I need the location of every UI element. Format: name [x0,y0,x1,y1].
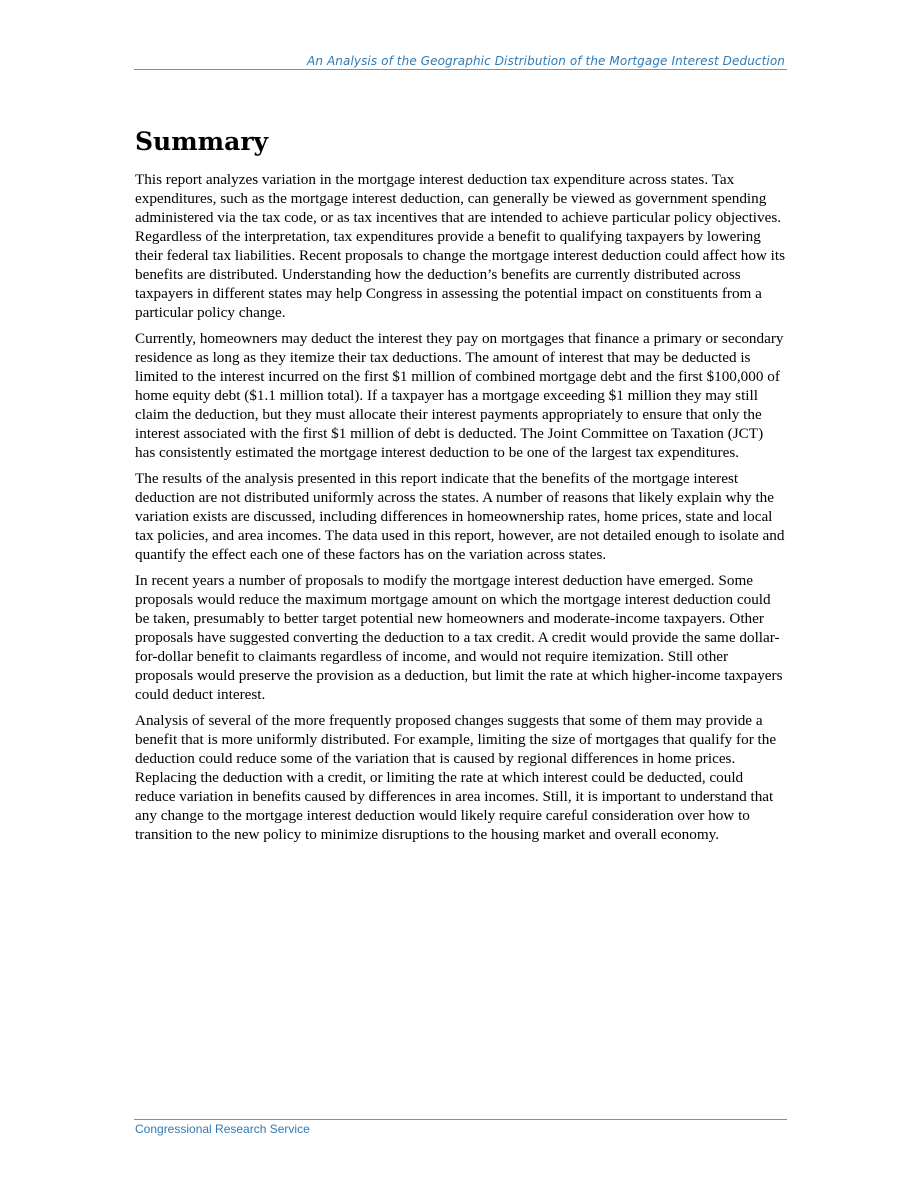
footer-organization: Congressional Research Service [135,1122,310,1136]
header-rule [134,69,787,70]
paragraph-5: Analysis of several of the more frequently proposed changes suggests that some of them may provide a benefit that is more uniformly distributed. For example, limiting the size of mortgages that qualify for the deduction could reduce some of the variation that is caused by regional differences in home prices. Replacing the deduction with a credit, or limiting the rate at which interest could be deducted, could reduce variation in benefits caused by differences in area incomes. Still, it is important to understand that any change to the mortgage interest deduction would likely require careful consideration over how to transition to the new policy to minimize disruptions to the housing market and overall economy. [135,712,777,843]
footer-rule [134,1119,787,1120]
paragraph-4: In recent years a number of proposals to modify the mortgage interest deduction have emerged. Some proposals would reduce the maximum mortgage amount on which the mortgage interest deduction could be taken, presumably to better target potential new homeowners and moderate-income taxpayers. Other proposals have suggested converting the deduction to a tax credit. A credit would provide the same dollar-for-dollar benefit to claimants regardless of income, and would not require itemization. Still other proposals would preserve the provision as a deduction, but limit the rate at which higher-income taxpayers could deduct interest. [135,572,783,703]
page-title: Summary [135,127,269,156]
paragraph-1: This report analyzes variation in the mortgage interest deduction tax expenditure across states. Tax expenditures, such as the mortgage interest deduction, can generally be viewed as government spending administered via the tax code, or as tax incentives that are intended to achieve particular policy objectives. Regardless of the interpretation, tax expenditures provide a benefit to qualifying taxpayers by lowering their federal tax liabilities. Recent proposals to change the mortgage interest deduction could affect how its benefits are distributed. Understanding how the deduction’s benefits are currently distributed across taxpayers in different states may help Congress in assessing the potential impact on constituents from a particular policy change. [135,171,786,321]
running-header: An Analysis of the Geographic Distribution of the Mortgage Interest Deduction [307,54,785,68]
summary-body [135,170,786,851]
paragraph-2: Currently, homeowners may deduct the interest they pay on mortgages that finance a primary or secondary residence as long as they itemize their tax deductions. The amount of interest that may be deducted is limited to the interest incurred on the first $1 million of combined mortgage debt and the first $100,000 of home equity debt ($1.1 million total). If a taxpayer has a mortgage exceeding $1 million they may still claim the deduction, but they must allocate their interest payments appropriately to ensure that only the interest associated with the first $1 million of debt is deducted. The Joint Committee on Taxation (JCT) has consistently estimated the mortgage interest deduction to be one of the largest tax expenditures. [135,330,784,461]
paragraph-3: The results of the analysis presented in this report indicate that the benefits of the mortgage interest deduction are not distributed uniformly across the states. A number of reasons that likely explain why the variation exists are discussed, including differences in homeownership rates, home prices, state and local tax policies, and area incomes. The data used in this report, however, are not detailed enough to isolate and quantify the effect each one of these factors has on the variation across states. [135,470,785,563]
